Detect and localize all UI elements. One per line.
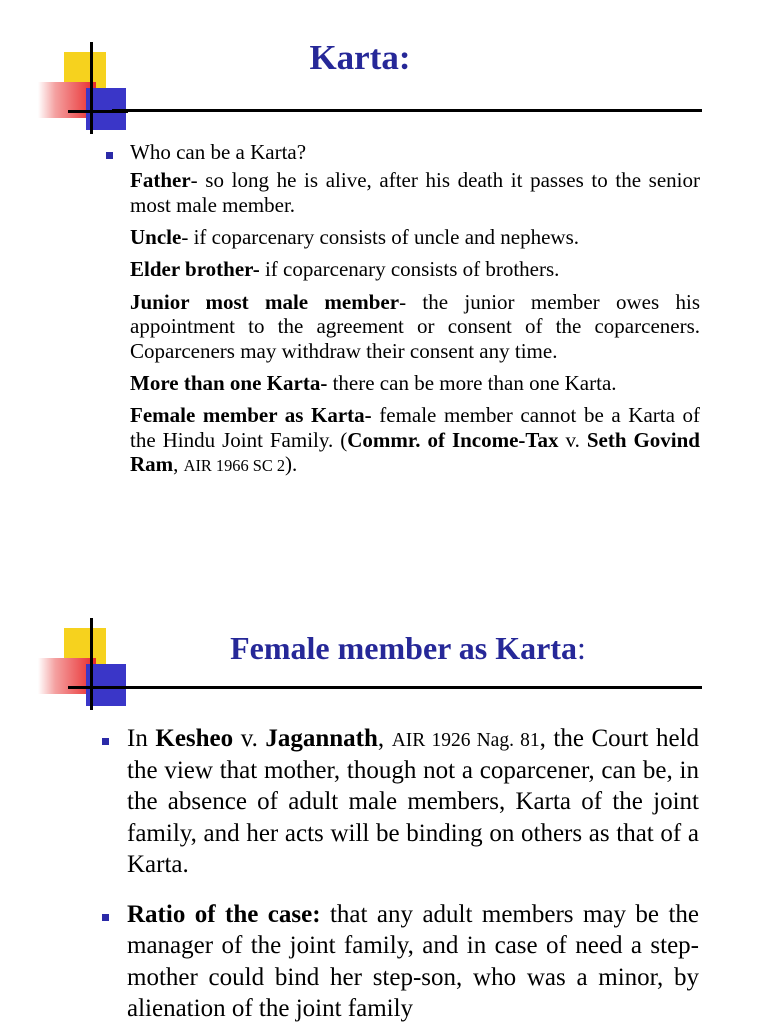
- question-text: Who can be a Karta?: [130, 140, 307, 164]
- bullet-icon: [106, 152, 113, 159]
- page-title: Female member as Karta:: [230, 630, 586, 666]
- title-rule: [112, 686, 702, 689]
- bullet-icon: [102, 914, 109, 921]
- item-elder-brother: Elder brother- if coparcenary consists of brothers.: [130, 257, 560, 282]
- corner-logo-icon: [38, 618, 138, 718]
- item-uncle: Uncle- if coparcenary consists of uncle and nephews.: [130, 225, 580, 250]
- slide-female-karta: [0, 590, 768, 1024]
- page-title: Karta:: [309, 38, 411, 77]
- corner-logo-icon: [38, 42, 138, 142]
- ratio-paragraph: Ratio of the case: that any adult members may be the manager of the joint family, and in case of need a step-mother could bind her step-son, who was a minor, by alienation of the joint family: [127, 900, 699, 1022]
- item-more-than-one: More than one Karta- there can be more than one Karta.: [130, 370, 617, 395]
- item-father: Father- so long he is alive, after his death it passes to the senior most male member.: [130, 168, 700, 217]
- bullet-icon: [102, 738, 109, 745]
- item-junior-member: Junior most male member- the junior member owes his appointment to the agreement or consent of the coparceners. Coparceners may withdraw their consent any time.: [130, 289, 700, 363]
- content-block: [127, 723, 699, 1033]
- content-block: [130, 140, 700, 484]
- item-female-member: Female member as Karta- female member cannot be a Karta of the Hindu Joint Family. (Commr. of Income-Tax v. Seth Govind Ram, AIR 1966 SC 2).: [130, 403, 700, 476]
- kesheo-paragraph: In Kesheo v. Jagannath, AIR 1926 Nag. 81, the Court held the view that mother, though not a coparcener, can be, in the absence of adult male members, Karta of the joint family, and her acts will be binding on others as that of a Karta.: [127, 725, 700, 878]
- title-rule: [112, 109, 702, 112]
